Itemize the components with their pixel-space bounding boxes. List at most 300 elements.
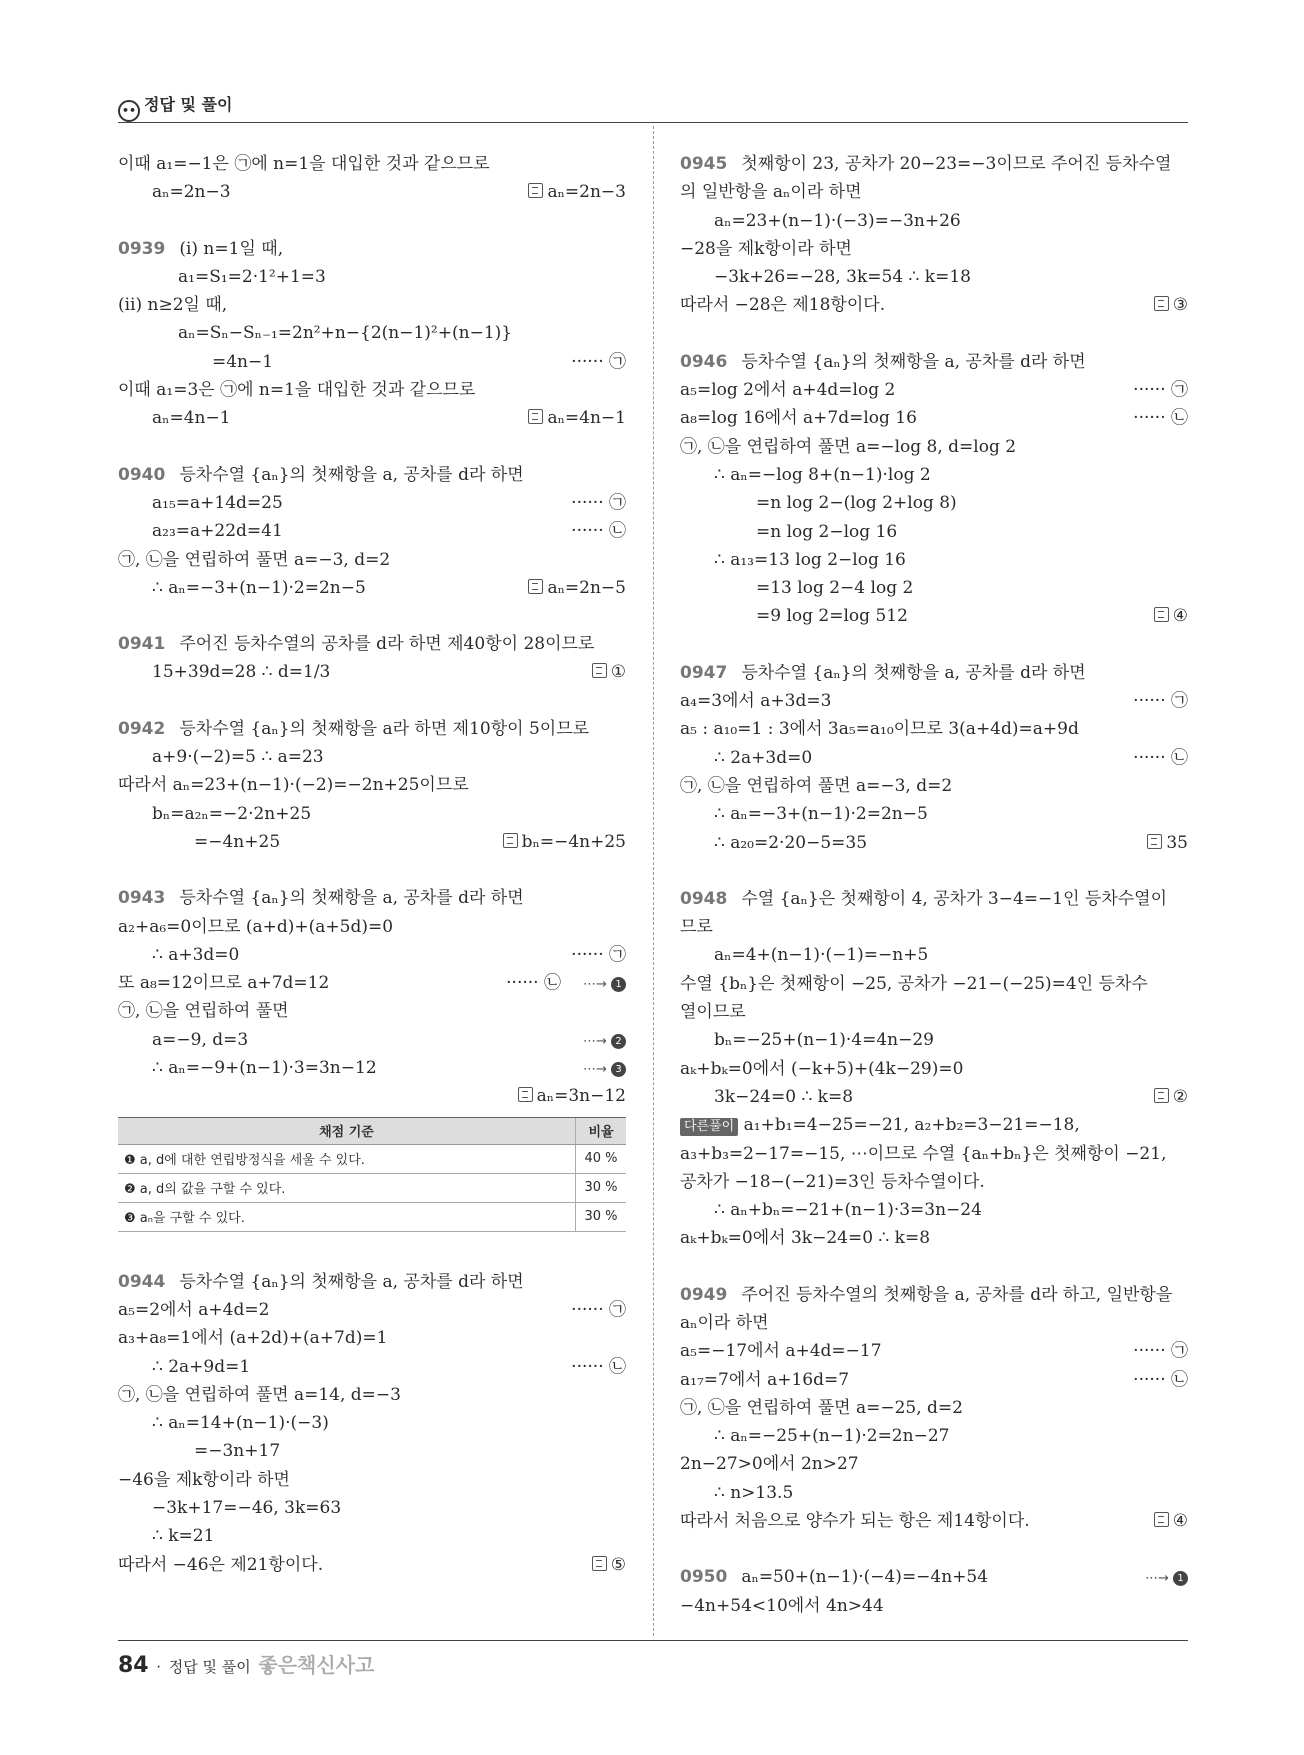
- solution-text: 2n−27>0에서 2n>27: [680, 1454, 859, 1475]
- solution-text: −4n+54<10에서 4n>44: [680, 1595, 884, 1616]
- line-right: [1133, 404, 1188, 432]
- solution-line: [118, 263, 626, 291]
- solution-text: 등차수열 {aₙ}의 첫째항을 a, 공차를 d라 하면: [179, 464, 524, 485]
- step-indicator: ⋯→ 3: [583, 1056, 626, 1084]
- solution-line: [118, 1324, 626, 1352]
- solution-line: [118, 1296, 626, 1324]
- watermark: 좋은책신사고: [258, 1653, 375, 1677]
- solution-text: a₃+b₃=2−17=−15, ⋯이므로 수열 {aₙ+bₙ}은 첫째항이 −21,: [680, 1143, 1167, 1164]
- answer-icon: [592, 663, 607, 678]
- solution-line: [118, 1381, 626, 1409]
- page-footer: [118, 1640, 1188, 1678]
- solution-line: [118, 715, 626, 743]
- answer-icon: [528, 409, 543, 424]
- solution-text: ∴ aₙ=−log 8+(n−1)·log 2: [714, 464, 931, 485]
- solution-line: [118, 1268, 626, 1296]
- solution-line: [680, 970, 1188, 998]
- problem-number: 0943: [118, 888, 166, 909]
- solution-text: bₙ=a₂ₙ=−2·2n+25: [152, 803, 312, 824]
- solution-text: aₙ=4+(n−1)·(−1)=−n+5: [714, 945, 929, 966]
- problem-number: 0947: [680, 662, 728, 683]
- spacer: [118, 602, 626, 630]
- solution-line: [680, 235, 1188, 263]
- solution-text: ∴ n>13.5: [714, 1482, 794, 1503]
- answer-icon: [503, 833, 518, 848]
- solution-line: [118, 574, 626, 602]
- solution-text: aₙ이라 하면: [680, 1312, 769, 1333]
- solution-line: [118, 1522, 626, 1550]
- line-right: [506, 969, 626, 999]
- solution-line: [680, 1563, 1188, 1591]
- grading-ratio: 30 %: [576, 1173, 627, 1202]
- solution-text: a=−9, d=3: [152, 1029, 249, 1050]
- solution-line: [118, 150, 626, 178]
- solution-text: a₅ : a₁₀=1 : 3에서 3a₅=a₁₀이므로 3(a+4d)=a+9d: [680, 719, 1079, 740]
- solution-text: a₁+b₁=4−25=−21, a₂+b₂=3−21=−18,: [743, 1115, 1080, 1136]
- solution-text: ∴ a₁₃=13 log 2−log 16: [714, 549, 906, 570]
- spacer: [680, 1535, 1188, 1563]
- solution-text: 이때 a₁=−1은 ㉠에 n=1을 대입한 것과 같으므로: [118, 154, 490, 174]
- step-number-icon: 1: [1173, 1571, 1188, 1586]
- solution-text: a₅=log 2에서 a+4d=log 2: [680, 380, 896, 401]
- solution-text: aₙ=23+(n−1)·(−3)=−3n+26: [714, 210, 961, 231]
- equation-marker: ······ ㉠: [571, 944, 626, 965]
- solution-line: [680, 772, 1188, 800]
- solution-text: ∴ 2a+9d=1: [152, 1356, 251, 1377]
- problem-number: 0950: [680, 1567, 728, 1588]
- step-indicator: ⋯→ 2: [583, 1028, 626, 1056]
- solution-text: =13 log 2−4 log 2: [756, 578, 914, 599]
- solution-text: aₙ=50+(n−1)·(−4)=−4n+54: [741, 1567, 989, 1588]
- solution-line: [118, 658, 626, 686]
- step-number-icon: 1: [611, 977, 626, 992]
- grading-header-ratio: 비율: [576, 1117, 627, 1144]
- solution-text: 따라서 −46은 제21항이다.: [118, 1554, 324, 1575]
- step-number-icon: 3: [611, 1062, 626, 1077]
- solution-text: ∴ a₂₀=2·20−5=35: [714, 832, 868, 853]
- spacer: [680, 1253, 1188, 1281]
- solution-line: [680, 1479, 1188, 1507]
- solution-line: [680, 1224, 1188, 1252]
- solution-text: ㉠, ㉡을 연립하여 풀면 a=−3, d=2: [680, 775, 953, 796]
- problem-number: 0940: [118, 464, 166, 485]
- solution-text: ∴ k=21: [152, 1526, 215, 1547]
- solution-line: [680, 518, 1188, 546]
- solution-line: [680, 1337, 1188, 1365]
- solution-line: [118, 291, 626, 319]
- solution-text: 열이므로: [680, 1002, 746, 1023]
- solution-text: 따라서 처음으로 양수가 되는 항은 제14항이다.: [680, 1511, 1030, 1532]
- solution-line: [680, 800, 1188, 828]
- solution-text: ∴ a+3d=0: [152, 944, 240, 965]
- solution-text: a₃+a₈=1에서 (a+2d)+(a+7d)=1: [118, 1328, 388, 1349]
- answer-value: aₙ=4n−1: [547, 408, 626, 429]
- line-right: [571, 1296, 626, 1324]
- problem-number: 0946: [680, 351, 728, 372]
- solution-text: (ⅰ) n=1일 때,: [179, 238, 284, 259]
- solution-line: [680, 998, 1188, 1026]
- spacer: [118, 687, 626, 715]
- solution-line: [680, 150, 1188, 178]
- line-right: [1133, 744, 1188, 772]
- solution-text: 등차수열 {aₙ}의 첫째항을 a, 공차를 d라 하면: [741, 351, 1086, 372]
- solution-line: [680, 404, 1188, 432]
- solution-text: a₂₃=a+22d=41: [152, 521, 283, 542]
- solution-text: 3k−24=0 ∴ k=8: [714, 1086, 854, 1107]
- answer-icon: [1154, 607, 1169, 622]
- solution-line: [118, 969, 626, 997]
- line-right: [1133, 376, 1188, 404]
- solution-line: [118, 517, 626, 545]
- solution-line: [118, 771, 626, 799]
- line-right: [571, 941, 626, 969]
- solution-line: [680, 715, 1188, 743]
- solution-text: =n log 2−log 16: [756, 521, 898, 542]
- answer-icon: [1154, 1512, 1169, 1527]
- solution-text: 따라서 aₙ=23+(n−1)·(−2)=−2n+25이므로: [118, 775, 469, 796]
- solution-line: [680, 659, 1188, 687]
- answer-value: aₙ=3n−12: [536, 1086, 626, 1107]
- equation-marker: ······ ㉠: [571, 1299, 626, 1320]
- line-right: [528, 178, 626, 206]
- solution-line: [118, 743, 626, 771]
- solution-line: [680, 489, 1188, 517]
- line-right: [528, 404, 626, 432]
- solution-line: [118, 913, 626, 941]
- solution-line: [680, 1450, 1188, 1478]
- solution-line: [680, 1394, 1188, 1422]
- solution-text: ㉠, ㉡을 연립하여 풀면 a=−3, d=2: [118, 549, 391, 570]
- solution-line: [118, 828, 626, 856]
- solution-line: [118, 1026, 626, 1054]
- line-right: [1133, 1337, 1188, 1365]
- header-title: 정답 및 풀이: [144, 95, 233, 114]
- solution-line: [680, 1026, 1188, 1054]
- solution-text: aₖ+bₖ=0에서 3k−24=0 ∴ k=8: [680, 1228, 931, 1249]
- step-indicator: ⋯→ 1: [1145, 1565, 1188, 1593]
- solution-text: a₁₅=a+14d=25: [152, 492, 283, 513]
- solution-line: [680, 1281, 1188, 1309]
- solution-text: a₁=S₁=2·1²+1=3: [178, 266, 326, 287]
- right-column: [680, 150, 1188, 1620]
- solution-line: [680, 941, 1188, 969]
- problem-number: 0949: [680, 1284, 728, 1305]
- solution-line: [680, 348, 1188, 376]
- solution-line: [680, 178, 1188, 206]
- problem-number: 0942: [118, 718, 166, 739]
- solution-text: aₙ=2n−3: [152, 182, 231, 203]
- solution-line: [118, 546, 626, 574]
- solution-text: a₅=2에서 a+4d=2: [118, 1299, 270, 1320]
- answer-value: aₙ=2n−3: [547, 182, 626, 203]
- grading-header-criterion: 채점 기준: [118, 1117, 576, 1144]
- solution-line: [680, 1422, 1188, 1450]
- answer-value: bₙ=−4n+25: [521, 831, 626, 852]
- spacer: [680, 857, 1188, 885]
- solution-text: 또 a₈=12이므로 a+7d=12: [118, 973, 330, 994]
- solution-text: =9 log 2=log 512: [756, 606, 908, 627]
- solution-text: a+9·(−2)=5 ∴ a=23: [152, 747, 324, 768]
- solution-line: [680, 1168, 1188, 1196]
- page-header: [118, 88, 1188, 123]
- line-right: [503, 828, 626, 856]
- footer-label-dot: ·: [156, 1658, 162, 1676]
- step-marker: ❷: [124, 1182, 136, 1198]
- left-column: [118, 150, 626, 1579]
- line-right: [1154, 1507, 1188, 1535]
- solution-text: ㉠, ㉡을 연립하여 풀면: [118, 1001, 289, 1022]
- grading-table: [118, 1117, 626, 1232]
- equation-marker: ······ ㉡: [571, 521, 626, 542]
- solution-text: 15+39d=28 ∴ d=1/3: [152, 662, 331, 683]
- solution-line: [118, 319, 626, 347]
- line-right: [1123, 1563, 1188, 1593]
- solution-text: −46을 제k항이라 하면: [118, 1469, 290, 1490]
- grading-criterion-text: aₙ을 구할 수 있다.: [139, 1211, 245, 1227]
- equation-marker: ······ ㉠: [1133, 380, 1188, 401]
- solution-text: aₙ=4n−1: [152, 408, 231, 429]
- solution-line: [118, 348, 626, 376]
- solution-text: 공차가 −18−(−21)=3인 등차수열이다.: [680, 1171, 985, 1192]
- grading-row: [118, 1202, 626, 1231]
- line-right: [1154, 291, 1188, 319]
- solution-line: [680, 546, 1188, 574]
- line-right: [1154, 1083, 1188, 1111]
- equation-marker: ······ ㉠: [1133, 1341, 1188, 1362]
- solution-text: 따라서 −28은 제18항이다.: [680, 295, 886, 316]
- solution-line: [118, 1353, 626, 1381]
- equation-marker: ······ ㉡: [1133, 408, 1188, 429]
- grading-ratio: 30 %: [576, 1202, 627, 1231]
- step-marker: ❸: [124, 1211, 136, 1227]
- solution-line: [118, 997, 626, 1025]
- spacer: [680, 631, 1188, 659]
- line-right: [561, 1054, 626, 1084]
- problem-number: 0941: [118, 634, 166, 655]
- solution-line: [680, 263, 1188, 291]
- solution-text: ∴ aₙ=−9+(n−1)·3=3n−12: [152, 1058, 377, 1079]
- solution-line: [680, 885, 1188, 913]
- smiley-icon: ••: [118, 100, 140, 122]
- solution-line: [680, 687, 1188, 715]
- solution-line: [680, 829, 1188, 857]
- solution-text: 주어진 등차수열의 첫째항을 a, 공차를 d라 하고, 일반항을: [741, 1284, 1173, 1305]
- problem-number: 0945: [680, 154, 728, 174]
- step-indicator: ⋯→ 1: [583, 971, 626, 999]
- answer-value: ④: [1172, 606, 1188, 627]
- solution-line: [118, 461, 626, 489]
- equation-marker: ······ ㉡: [506, 973, 561, 994]
- solution-line: [680, 376, 1188, 404]
- solution-line: [118, 404, 626, 432]
- equation-marker: ······ ㉠: [571, 351, 626, 372]
- solution-text: aₖ+bₖ=0에서 (−k+5)+(4k−29)=0: [680, 1058, 964, 1079]
- solution-line: [680, 433, 1188, 461]
- solution-text: 수열 {aₙ}은 첫째항이 4, 공차가 3−4=−1인 등차수열이: [741, 888, 1168, 909]
- solution-text: 등차수열 {aₙ}의 첫째항을 a라 하면 제10항이 5이므로: [179, 718, 590, 739]
- line-right: [1147, 829, 1188, 857]
- solution-line: [118, 1494, 626, 1522]
- answer-icon: [1154, 296, 1169, 311]
- line-right: [592, 1551, 626, 1579]
- spacer: [118, 856, 626, 884]
- page-number: 84: [118, 1653, 149, 1678]
- line-right: [592, 658, 626, 686]
- line-right: [571, 517, 626, 545]
- solution-text: ㉠, ㉡을 연립하여 풀면 a=−25, d=2: [680, 1397, 963, 1418]
- equation-marker: ······ ㉡: [571, 1356, 626, 1377]
- grading-criterion-text: a, d에 대한 연립방정식을 세울 수 있다.: [139, 1153, 365, 1169]
- solution-text: ∴ aₙ+bₙ=−21+(n−1)·3=3n−24: [714, 1200, 982, 1221]
- spacer: [118, 207, 626, 235]
- solution-text: 므로: [680, 917, 713, 938]
- equation-marker: ······ ㉡: [1133, 747, 1188, 768]
- spacer: [118, 1240, 626, 1268]
- solution-text: a₂+a₆=0이므로 (a+d)+(a+5d)=0: [118, 916, 394, 937]
- solution-line: [680, 207, 1188, 235]
- solution-line: [680, 1309, 1188, 1337]
- solution-text: ∴ aₙ=−3+(n−1)·2=2n−5: [714, 804, 928, 825]
- solution-text: 의 일반항을 aₙ이라 하면: [680, 182, 862, 203]
- solution-text: (ⅱ) n≥2일 때,: [118, 295, 228, 316]
- solution-line: [118, 1551, 626, 1579]
- answer-icon: [592, 1556, 607, 1571]
- solution-line: [118, 1409, 626, 1437]
- solution-line: [118, 630, 626, 658]
- solution-text: 등차수열 {aₙ}의 첫째항을 a, 공차를 d라 하면: [179, 1271, 524, 1292]
- solution-text: =−3n+17: [194, 1441, 281, 1462]
- line-right: [571, 489, 626, 517]
- solution-line: [680, 1366, 1188, 1394]
- grading-criterion-text: a, d의 값을 구할 수 있다.: [139, 1182, 286, 1198]
- equation-marker: ······ ㉠: [571, 492, 626, 513]
- solution-line: [118, 1082, 626, 1110]
- grading-criterion: [118, 1144, 576, 1173]
- solution-text: 첫째항이 23, 공차가 20−23=−3이므로 주어진 등차수열: [741, 154, 1172, 174]
- footer-page: [118, 1649, 374, 1678]
- footer-label: 정답 및 풀이: [168, 1658, 251, 1676]
- line-right: [1133, 687, 1188, 715]
- line-right: [518, 1082, 626, 1110]
- grading-row: [118, 1144, 626, 1173]
- answer-value: 35: [1166, 832, 1188, 853]
- solution-text: ㉠, ㉡을 연립하여 풀면 a=−log 8, d=log 2: [680, 436, 1017, 457]
- solution-line: [680, 1055, 1188, 1083]
- solution-line: [680, 1592, 1188, 1620]
- answer-value: aₙ=2n−5: [547, 577, 626, 598]
- solution-line: [118, 376, 626, 404]
- solution-text: ∴ aₙ=−25+(n−1)·2=2n−27: [714, 1426, 950, 1447]
- solution-text: a₁₇=7에서 a+16d=7: [680, 1369, 850, 1390]
- solution-line: [118, 1466, 626, 1494]
- solution-line: [118, 1437, 626, 1465]
- solution-line: [680, 602, 1188, 630]
- solution-text: ∴ aₙ=14+(n−1)·(−3): [152, 1413, 329, 1434]
- solution-line: [680, 1111, 1188, 1139]
- problem-number: 0944: [118, 1271, 166, 1292]
- answer-value: ①: [610, 662, 626, 683]
- line-right: [571, 1353, 626, 1381]
- solution-text: ∴ 2a+3d=0: [714, 747, 813, 768]
- answer-icon: [528, 183, 543, 198]
- header-title-wrap: [118, 92, 232, 122]
- step-number-icon: 2: [611, 1034, 626, 1049]
- answer-icon: [1147, 834, 1162, 849]
- solution-text: 등차수열 {aₙ}의 첫째항을 a, 공차를 d라 하면: [741, 662, 1086, 683]
- solution-text: aₙ=Sₙ−Sₙ₋₁=2n²+n−{2(n−1)²+(n−1)}: [178, 323, 513, 344]
- equation-marker: ······ ㉡: [1133, 1369, 1188, 1390]
- solution-text: 수열 {bₙ}은 첫째항이 −25, 공차가 −21−(−25)=4인 등차수: [680, 973, 1148, 994]
- solution-line: [118, 884, 626, 912]
- solution-text: =4n−1: [212, 351, 274, 372]
- solution-line: [680, 913, 1188, 941]
- solution-text: ∴ aₙ=−3+(n−1)·2=2n−5: [152, 577, 366, 598]
- solution-line: [118, 489, 626, 517]
- solution-text: =n log 2−(log 2+log 8): [756, 493, 957, 514]
- solution-text: ㉠, ㉡을 연립하여 풀면 a=14, d=−3: [118, 1384, 401, 1405]
- problem-number: 0939: [118, 238, 166, 259]
- answer-icon: [528, 579, 543, 594]
- spacer: [680, 320, 1188, 348]
- grading-row: [118, 1173, 626, 1202]
- solution-line: [680, 1196, 1188, 1224]
- answer-icon: [518, 1087, 533, 1102]
- answer-value: ②: [1172, 1086, 1188, 1107]
- solution-text: −28을 제k항이라 하면: [680, 238, 852, 259]
- solution-text: bₙ=−25+(n−1)·4=4n−29: [714, 1030, 934, 1051]
- line-right: [1154, 602, 1188, 630]
- solution-text: a₈=log 16에서 a+7d=log 16: [680, 408, 917, 429]
- equation-marker: ······ ㉠: [1133, 691, 1188, 712]
- solution-line: [118, 178, 626, 206]
- answer-icon: [1154, 1088, 1169, 1103]
- step-marker: ❶: [124, 1153, 136, 1169]
- solution-line: [680, 291, 1188, 319]
- solution-text: a₅=−17에서 a+4d=−17: [680, 1341, 882, 1362]
- column-divider: [653, 126, 654, 1636]
- solution-line: [118, 800, 626, 828]
- solution-text: 주어진 등차수열의 공차를 d라 하면 제40항이 28이므로: [179, 634, 595, 655]
- grading-ratio: 40 %: [576, 1144, 627, 1173]
- solution-line: [680, 1083, 1188, 1111]
- line-right: [528, 574, 626, 602]
- solution-text: 이때 a₁=3은 ㉠에 n=1을 대입한 것과 같으므로: [118, 380, 476, 401]
- solution-line: [680, 1140, 1188, 1168]
- solution-text: =−4n+25: [194, 831, 281, 852]
- solution-line: [680, 574, 1188, 602]
- line-right: [571, 348, 626, 376]
- spacer: [118, 433, 626, 461]
- alt-solution-tag: 다른풀이: [680, 1118, 738, 1136]
- solution-line: [118, 1054, 626, 1082]
- solution-text: a₄=3에서 a+3d=3: [680, 691, 832, 712]
- solution-line: [118, 235, 626, 263]
- grading-criterion: [118, 1173, 576, 1202]
- solution-text: −3k+26=−28, 3k=54 ∴ k=18: [714, 267, 971, 288]
- answer-value: ④: [1172, 1511, 1188, 1532]
- line-right: [1133, 1366, 1188, 1394]
- solution-line: [118, 941, 626, 969]
- solution-line: [680, 461, 1188, 489]
- solution-line: [680, 744, 1188, 772]
- solution-text: 등차수열 {aₙ}의 첫째항을 a, 공차를 d라 하면: [179, 888, 524, 909]
- answer-value: ⑤: [610, 1554, 626, 1575]
- solution-line: [680, 1507, 1188, 1535]
- problem-number: 0948: [680, 888, 728, 909]
- solution-text: −3k+17=−46, 3k=63: [152, 1497, 342, 1518]
- grading-criterion: [118, 1202, 576, 1231]
- line-right: [561, 1026, 626, 1056]
